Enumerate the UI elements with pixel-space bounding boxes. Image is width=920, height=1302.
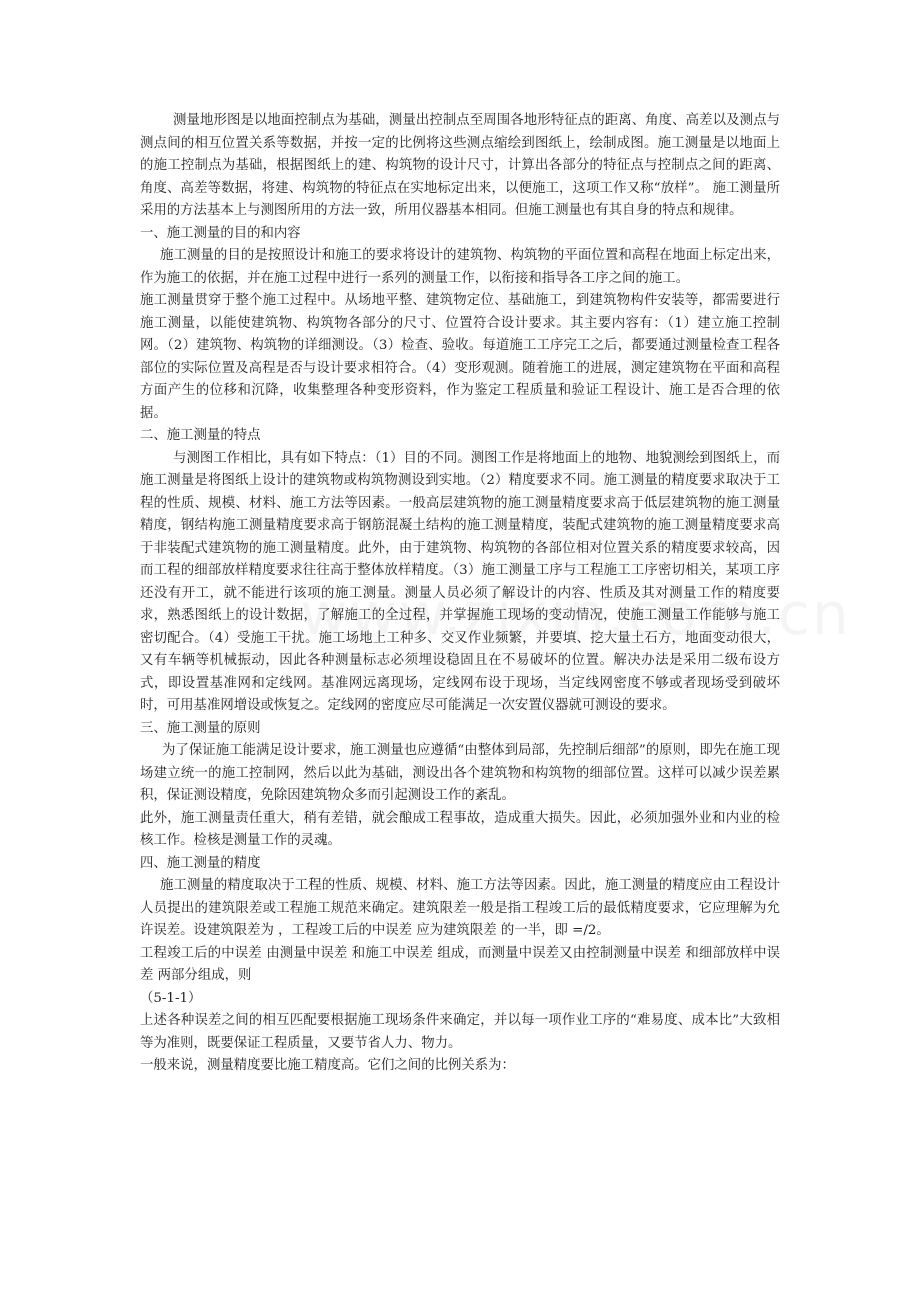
equation-number: （5-1-1） — [140, 990, 202, 1006]
error-matching-paragraph: 上述各种误差之间的相互匹配要根据施工现场条件来确定，并以每一项作业工序的“难易度、成本比”大致相等为准则，既要保证工程质量，又要节省人力、物力。 — [140, 1013, 780, 1051]
content-paragraph: 施工测量贯穿于整个施工过程中。从场地平整、建筑物定位、基础施工，到建筑物构件安装等，都需要进行施工测量，以能使建筑物、构筑物各部分的尺寸、位置符合设计要求。其主要内容有：（1）建立施工控制网。（2）建筑物、构筑物的详细测设。（3）检查、验收。每道施工工序完工之后，都要通过测量检查工程各部位的实际位置及高程是否与设计要求相符合。（4）变形观测。随着施工的进展，测定建筑物在平面和高程方面产生的位移和沉降，收集整理各种变形资料，作为鉴定工程质量和验证工程设计、施工是否合理的依据。 — [140, 293, 780, 421]
purpose-paragraph: 施工测量的目的是按照设计和施工的要求将设计的建筑物、构筑物的平面位置和高程在地面上标定出来，作为施工的依据，并在施工过程中进行一系列的测量工作，以衔接和指导各工序之间的施工。 — [140, 248, 780, 286]
error-composition-paragraph: 工程竣工后的中误差 由测量中误差 和施工中误差 组成，而测量中误差又由控制测量中误差 和细部放样中误差 两部分组成，则 — [140, 945, 780, 983]
section-heading-features: 二、施工测量的特点 — [140, 428, 261, 443]
accuracy-paragraph: 施工测量的精度取决于工程的性质、规模、材料、施工方法等因素。因此，施工测量的精度应由工程设计人员提出的建筑限差或工程施工规范来确定。建筑限差一般是指工程竣工后的最低精度要求，它应理解为允许误差。设建筑限差为 ，工程竣工后的中误差 应为建筑限差 的一半，即 =/2。 — [140, 878, 780, 938]
intro-paragraph: 测量地形图是以地面控制点为基础，测量出控制点至周围各地形特征点的距离、角度、高差以及测点与测点间的相互位置关系等数据，并按一定的比例将这些测点缩绘到图纸上，绘制成图。施工测量是以地面上的施工控制点为基础，根据图纸上的建、构筑物的设计尺寸，计算出各部分的特征点与控制点之间的距离、角度、高差等数据，将建、构筑物的特征点在实地标定出来，以便施工，这项工作又称“放样”。 施工测量所采用的方法基本上与测图所用的方法一致，所用仪器基本相同。但施工测量也有其自身的特点和规律。 — [140, 113, 780, 218]
document-body — [140, 110, 780, 1078]
section-heading-principles: 三、施工测量的原则 — [140, 720, 261, 736]
section-heading-purpose: 一、施工测量的目的和内容 — [140, 225, 301, 241]
features-paragraph: 与测图工作相比，具有如下特点：（1）目的不同。测图工作是将地面上的地物、地貌测绘到图纸上，而施工测量是将图纸上设计的建筑物或构筑物测设到实地。（2）精度要求不同。施工测量的精度要求取决于工程的性质、规模、材料、施工方法等因素。一般高层建筑物的施工测量精度要求高于低层建筑物的施工测量精度，钢结构施工测量精度要求高于钢筋混凝土结构的施工测量精度，装配式建筑物的施工测量精度要求高于非装配式建筑物的施工测量精度。此外，由于建筑物、构筑物的各部位相对位置关系的精度要求较高，因而工程的细部放样精度要求往往高于整体放样精度。（3）施工测量工序与工程施工工序密切相关，某项工序还没有开工，就不能进行该项的施工测量。测量人员必须了解设计的内容、性质及其对测量工作的精度要求，熟悉图纸上的设计数据，了解施工的全过程，并掌握施工现场的变动情况，使施工测量工作能够与施工密切配合。（4）受施工干扰。施工场地上工种多、交叉作业频繁，并要填、挖大量土石方，地面变动很大，又有车辆等机械振动，因此各种测量标志必须埋设稳固且在不易破坏的位置。解决办法是采用二级布设方式，即设置基准网和定线网。基准网远离现场，定线网布设于现场，当定线网密度不够或者现场受到破坏时，可用基准网增设或恢复之。定线网的密度应尽可能满足一次安置仪器就可测设的要求。 — [140, 450, 780, 713]
checking-paragraph: 此外，施工测量责任重大，稍有差错，就会酿成工程事故，造成重大损失。因此，必须加强外业和内业的检核工作。检核是测量工作的灵魂。 — [140, 810, 780, 848]
section-heading-accuracy: 四、施工测量的精度 — [140, 855, 261, 871]
ratio-paragraph: 一般来说，测量精度要比施工精度高。它们之间的比例关系为： — [140, 1058, 515, 1073]
principles-paragraph: 为了保证施工能满足设计要求，施工测量也应遵循“由整体到局部，先控制后细部”的原则，即先在施工现场建立统一的施工控制网，然后以此为基础，测设出各个建筑物和构筑物的细部位置。这样可以减少误差累积，保证测设精度，免除因建筑物众多而引起测设工作的紊乱。 — [140, 743, 780, 803]
